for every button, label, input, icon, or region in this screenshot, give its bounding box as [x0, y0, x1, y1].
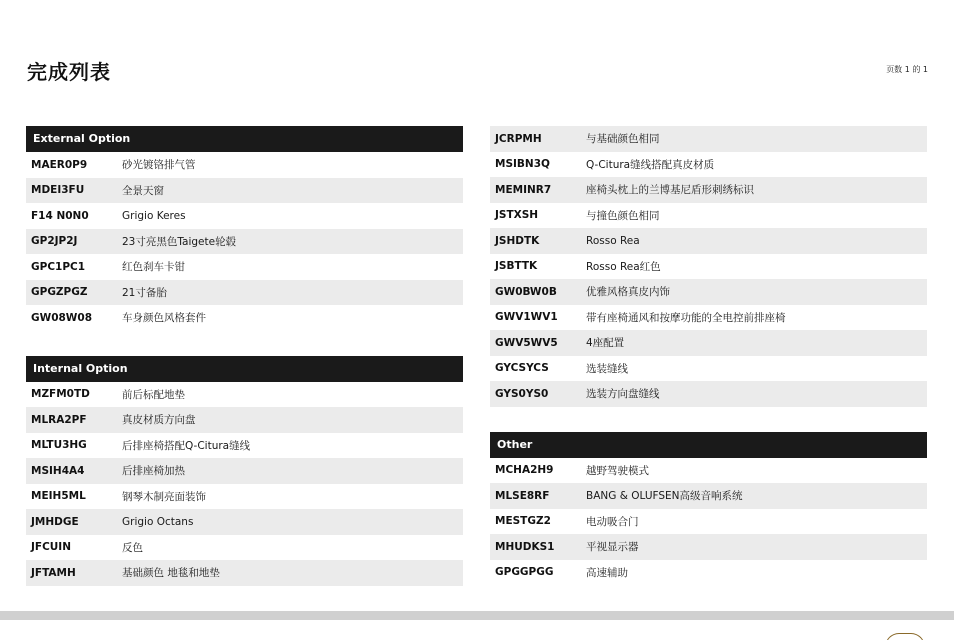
option-code: MLTU3HG — [31, 439, 87, 452]
option-description: BANG & OLUFSEN高级音响系统 — [586, 490, 743, 503]
option-description: 钢琴木制亮面装饰 — [122, 490, 206, 503]
option-code: F14 N0N0 — [31, 209, 89, 222]
option-row — [26, 280, 463, 306]
option-row — [26, 203, 463, 229]
option-code: JSTXSH — [495, 209, 539, 222]
option-row — [26, 254, 463, 280]
option-row — [26, 152, 463, 178]
option-row — [26, 509, 463, 535]
option-row — [26, 229, 463, 255]
option-code: MSIH4A4 — [31, 464, 85, 477]
option-row — [490, 254, 927, 280]
other-rows — [490, 458, 927, 586]
option-row — [490, 228, 927, 254]
option-row — [490, 534, 927, 560]
option-code: GPC1PC1 — [31, 260, 86, 273]
option-row — [490, 305, 927, 331]
option-row — [490, 381, 927, 407]
option-code: GW08W08 — [31, 311, 93, 324]
option-code: JSHDTK — [495, 234, 540, 247]
option-description: 选装缝线 — [586, 362, 628, 375]
option-description: Rosso Rea红色 — [586, 260, 661, 273]
page-title: 完成列表 — [27, 60, 111, 84]
option-code: GPGGPGG — [495, 566, 554, 579]
option-code: MEMINR7 — [495, 183, 552, 196]
option-description: 23寸亮黑色Taigete轮毂 — [122, 235, 237, 248]
option-code: GP2JP2J — [31, 235, 78, 248]
option-description: 优雅风格真皮内饰 — [586, 286, 670, 299]
option-description: Grigio Keres — [122, 209, 186, 222]
internal-option-section — [26, 356, 463, 586]
option-code: GW0BW0B — [495, 285, 557, 298]
brand-logo-icon — [885, 633, 925, 640]
option-description: 与撞色颜色相同 — [586, 209, 660, 222]
option-code: MCHA2H9 — [495, 464, 554, 477]
option-description: 后排座椅搭配Q-Citura缝线 — [122, 439, 251, 452]
option-row — [26, 535, 463, 561]
option-row — [26, 178, 463, 204]
option-code: MSIBN3Q — [495, 158, 550, 171]
option-row — [26, 382, 463, 408]
option-row — [490, 177, 927, 203]
option-row — [490, 126, 927, 152]
option-description: 全景天窗 — [122, 184, 164, 197]
section-spacer — [490, 407, 927, 432]
option-description: Q-Citura缝线搭配真皮材质 — [586, 158, 715, 171]
other-section — [490, 432, 927, 586]
option-code: GYCSYCS — [495, 362, 549, 375]
option-description: 基础颜色 地毯和地垫 — [122, 567, 220, 580]
option-row — [26, 407, 463, 433]
option-code: GWV1WV1 — [495, 311, 558, 324]
option-row — [26, 560, 463, 586]
option-description: 21寸备胎 — [122, 286, 167, 299]
continued-rows — [490, 126, 927, 407]
option-code: MLRA2PF — [31, 413, 87, 426]
option-row — [490, 279, 927, 305]
option-description: 后排座椅加热 — [122, 465, 185, 478]
option-description: Grigio Octans — [122, 515, 194, 528]
option-code: MESTGZ2 — [495, 515, 551, 528]
option-description: 电动吸合门 — [586, 515, 639, 528]
option-code: MZFM0TD — [31, 388, 90, 401]
option-row — [490, 203, 927, 229]
external-option-section — [26, 126, 463, 331]
option-code: JFTAMH — [31, 566, 76, 579]
option-description: 4座配置 — [586, 337, 625, 350]
section-spacer — [26, 331, 463, 356]
section-header-internal: Internal Option — [26, 356, 463, 382]
option-code: GPGZPGZ — [31, 286, 88, 299]
option-code: MAER0P9 — [31, 158, 88, 171]
option-description: 高速辅助 — [586, 566, 628, 579]
option-row — [490, 560, 927, 586]
section-header-other: Other — [490, 432, 927, 458]
left-column — [26, 126, 463, 586]
option-description: 选装方向盘缝线 — [586, 388, 660, 401]
option-code: GYS0YS0 — [495, 387, 549, 400]
footer-bar — [0, 611, 954, 620]
option-description: 真皮材质方向盘 — [122, 414, 196, 427]
option-code: JSBTTK — [495, 260, 538, 273]
option-description: 反色 — [122, 541, 143, 554]
option-row — [490, 483, 927, 509]
option-description: 红色刹车卡钳 — [122, 261, 185, 274]
option-row — [490, 458, 927, 484]
option-code: JMHDGE — [31, 515, 79, 528]
option-row — [26, 305, 463, 331]
option-description: 座椅头枕上的兰博基尼盾形刺绣标识 — [586, 184, 754, 197]
option-row — [490, 356, 927, 382]
internal-option-rows — [26, 382, 463, 586]
option-row — [490, 152, 927, 178]
page-indicator: 页数 1 的 1 — [886, 65, 928, 74]
option-description: 与基础颜色相同 — [586, 133, 660, 146]
option-code: MDEI3FU — [31, 184, 85, 197]
option-row — [26, 458, 463, 484]
option-code: MLSE8RF — [495, 489, 550, 502]
option-description: 砂光镀铬排气管 — [122, 159, 196, 172]
option-description: 前后标配地垫 — [122, 388, 185, 401]
external-option-rows — [26, 152, 463, 331]
option-row — [490, 509, 927, 535]
option-description: 车身颜色风格套件 — [122, 312, 206, 325]
option-row — [26, 433, 463, 459]
option-code: GWV5WV5 — [495, 336, 558, 349]
option-row — [26, 484, 463, 510]
section-header-external: External Option — [26, 126, 463, 152]
right-column — [490, 126, 927, 585]
option-row — [490, 330, 927, 356]
option-description: 带有座椅通风和按摩功能的全电控前排座椅 — [586, 311, 786, 324]
continued-section — [490, 126, 927, 407]
option-code: JFCUIN — [31, 541, 72, 554]
option-description: 平视显示器 — [586, 541, 639, 554]
option-code: JCRPMH — [495, 132, 542, 145]
option-description: Rosso Rea — [586, 234, 640, 247]
option-description: 越野驾驶模式 — [586, 464, 649, 477]
option-code: MEIH5ML — [31, 490, 86, 503]
option-code: MHUDKS1 — [495, 540, 555, 553]
